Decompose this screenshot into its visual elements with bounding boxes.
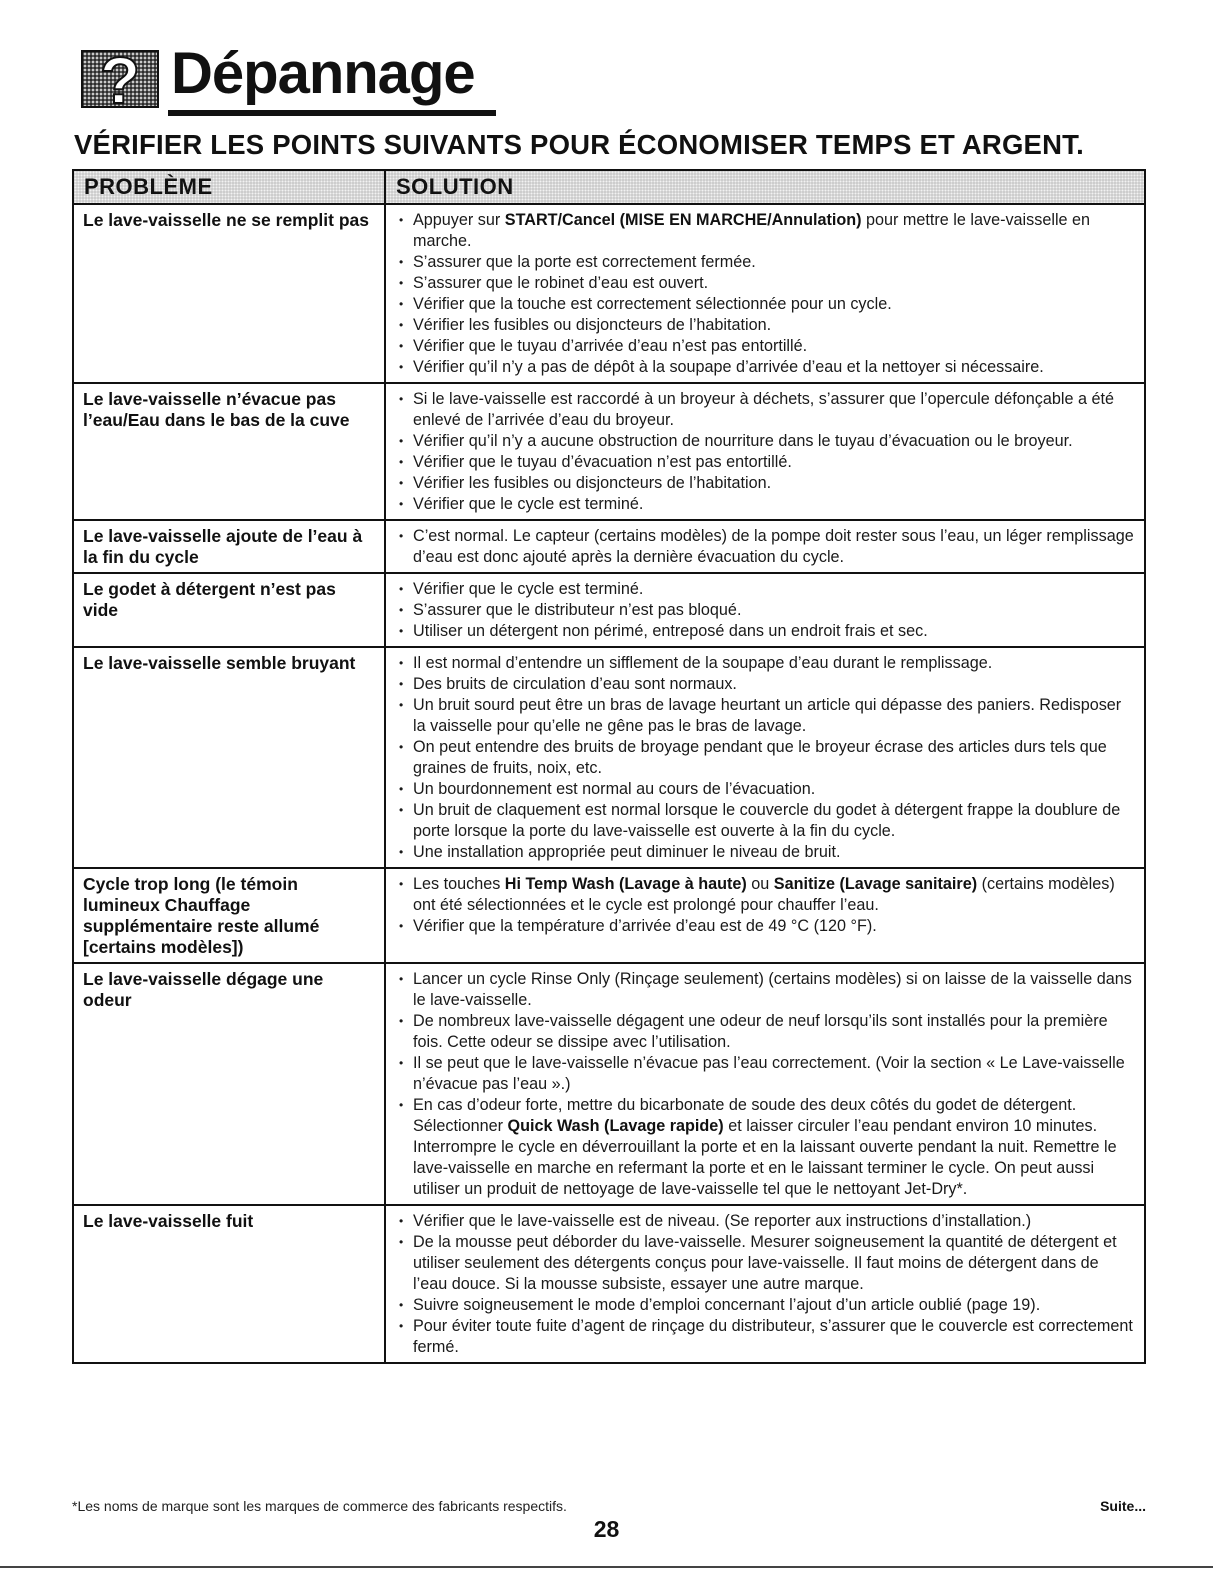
solution-text: ou <box>746 875 774 893</box>
solution-text: Vérifier les fusibles ou disjoncteurs de l’habitation. <box>413 474 772 492</box>
solution-text: Vérifier que le cycle est terminé. <box>413 580 644 598</box>
solution-text: De nombreux lave-vaisselle dégagent une odeur de neuf lorsqu’ils sont installés pour la première fois. Cette odeur se dissipe avec l’utilisation. <box>413 1012 1108 1051</box>
solution-emphasis: Hi Temp Wash (Lavage à haute) <box>504 875 747 893</box>
page-number: 28 <box>593 1516 620 1542</box>
solution-text: Vérifier que la température d’arrivée d’eau est de 49 °C (120 °F). <box>413 917 877 935</box>
table-row <box>73 573 1145 647</box>
solution-emphasis: START/Cancel (MISE EN MARCHE/Annulation) <box>504 211 862 229</box>
solution-cell <box>385 647 1145 868</box>
solution-text: De la mousse peut déborder du lave-vaisselle. Mesurer soigneusement la quantité de détergent et utiliser seulement des détergents conçus pour lave-vaisselle. Il faut moins de détergent dans de l’eau douce. Si la mousse subsiste, essayer une autre marque. <box>413 1233 1117 1293</box>
solution-item <box>397 336 1136 357</box>
continued-label: Suite... <box>1100 1498 1146 1514</box>
solution-item <box>397 916 1136 937</box>
solution-cell <box>385 963 1145 1205</box>
solution-text: Vérifier que le lave-vaisselle est de niveau. (Se reporter aux instructions d’installation.) <box>413 1212 1032 1230</box>
solution-text: Utiliser un détergent non périmé, entreposé dans un endroit frais et sec. <box>413 622 928 640</box>
solution-text: Appuyer sur <box>413 211 505 229</box>
problem-column-header: PROBLÈME <box>73 170 385 204</box>
solution-column-header: SOLUTION <box>385 170 1145 204</box>
solution-item <box>397 800 1136 842</box>
solution-item <box>397 1011 1136 1053</box>
solution-item <box>397 473 1136 494</box>
problem-cell: Le godet à détergent n’est pas vide <box>73 573 385 647</box>
table-body <box>73 204 1145 1363</box>
solution-item <box>397 779 1136 800</box>
solution-item <box>397 315 1136 336</box>
solution-cell <box>385 1205 1145 1363</box>
page-header <box>81 41 475 114</box>
bottom-rule <box>0 1566 1213 1568</box>
solution-item <box>397 737 1136 779</box>
solution-item <box>397 389 1136 431</box>
solution-item <box>397 252 1136 273</box>
solution-item <box>397 1211 1136 1232</box>
solution-item <box>397 294 1136 315</box>
solution-list <box>397 969 1136 1200</box>
problem-cell: Le lave-vaisselle ne se remplit pas <box>73 204 385 383</box>
solution-text: Les touches <box>413 875 505 893</box>
table-row <box>73 963 1145 1205</box>
solution-item <box>397 842 1136 863</box>
solution-cell <box>385 204 1145 383</box>
solution-text: En cas d’odeur forte, mettre du bicarbonate de soude des deux côtés du godet de détergent. Sélectionner <box>413 1096 1077 1135</box>
troubleshooting-table <box>72 169 1146 1364</box>
table-row <box>73 1205 1145 1363</box>
solution-item <box>397 621 1136 642</box>
solution-item <box>397 452 1136 473</box>
solution-item <box>397 273 1136 294</box>
solution-text: Vérifier que le cycle est terminé. <box>413 495 644 513</box>
solution-list <box>397 210 1136 378</box>
solution-item <box>397 874 1136 916</box>
solution-cell <box>385 383 1145 520</box>
table-header-row <box>73 170 1145 204</box>
solution-list <box>397 579 1136 642</box>
solution-list <box>397 874 1136 937</box>
solution-list <box>397 653 1136 863</box>
title-underline <box>168 110 496 116</box>
table-row <box>73 647 1145 868</box>
page-title: Dépannage <box>171 41 475 106</box>
problem-cell: Le lave-vaisselle ajoute de l’eau à la fin du cycle <box>73 520 385 573</box>
solution-cell <box>385 520 1145 573</box>
solution-text: Il est normal d’entendre un sifflement de la soupape d’eau durant le remplissage. <box>413 654 993 672</box>
solution-list <box>397 1211 1136 1358</box>
solution-item <box>397 494 1136 515</box>
solution-text: Un bourdonnement est normal au cours de l’évacuation. <box>413 780 816 798</box>
solution-text: pour mettre le lave-vaisselle en marche. <box>413 211 1091 250</box>
solution-text: S’assurer que le distributeur n’est pas bloqué. <box>413 601 742 619</box>
solution-item <box>397 600 1136 621</box>
solution-item <box>397 579 1136 600</box>
problem-cell: Cycle trop long (le témoin lumineux Chauffage supplémentaire reste allumé [certains modèles]) <box>73 868 385 963</box>
solution-text: Lancer un cycle Rinse Only (Rinçage seulement) (certains modèles) si on laisse de la vaisselle dans le lave-vaisselle. <box>413 970 1132 1009</box>
table-row <box>73 383 1145 520</box>
solution-item <box>397 1053 1136 1095</box>
solution-text: Une installation appropriée peut diminuer le niveau de bruit. <box>413 843 841 861</box>
solution-item <box>397 695 1136 737</box>
solution-text: Vérifier que le tuyau d’évacuation n’est pas entortillé. <box>413 453 792 471</box>
question-mark-icon: ? <box>81 50 159 108</box>
solution-item <box>397 969 1136 1011</box>
solution-text: Vérifier les fusibles ou disjoncteurs de l’habitation. <box>413 316 772 334</box>
solution-text: Il se peut que le lave-vaisselle n’évacue pas l’eau correctement. (Voir la section « Le Lave-vaisselle n’évacue pas l’eau ».) <box>413 1054 1125 1093</box>
footnote: *Les noms de marque sont les marques de commerce des fabricants respectifs. <box>72 1498 567 1514</box>
solution-item <box>397 1232 1136 1295</box>
solution-item <box>397 357 1136 378</box>
solution-cell <box>385 868 1145 963</box>
solution-item <box>397 431 1136 452</box>
solution-text: Un bruit sourd peut être un bras de lavage heurtant un article qui dépasse des paniers. Redisposer la vaisselle pour qu’elle ne gêne pas le bras de lavage. <box>413 696 1122 735</box>
page-subtitle: VÉRIFIER LES POINTS SUIVANTS POUR ÉCONOMISER TEMPS ET ARGENT. <box>74 129 1084 160</box>
solution-text: On peut entendre des bruits de broyage pendant que le broyeur écrase des articles durs tels que graines de fruits, noix, etc. <box>413 738 1107 777</box>
table-row <box>73 520 1145 573</box>
solution-text: Un bruit de claquement est normal lorsque le couvercle du godet à détergent frappe la doublure de porte lorsque la porte du lave-vaisselle est ouverte à la fin du cycle. <box>413 801 1121 840</box>
solution-text: Vérifier que le tuyau d’arrivée d’eau n’est pas entortillé. <box>413 337 808 355</box>
solution-item <box>397 1316 1136 1358</box>
solution-text: Vérifier que la touche est correctement sélectionnée pour un cycle. <box>413 295 892 313</box>
solution-list <box>397 389 1136 515</box>
solution-text: Vérifier qu’il n’y a pas de dépôt à la soupape d’arrivée d’eau et la nettoyer si nécessaire. <box>413 358 1044 376</box>
problem-cell: Le lave-vaisselle semble bruyant <box>73 647 385 868</box>
solution-cell <box>385 573 1145 647</box>
solution-text: Si le lave-vaisselle est raccordé à un broyeur à déchets, s’assurer que l’opercule défonçable a été enlevé de l’arrivée d’eau du broyeur. <box>413 390 1114 429</box>
solution-text: Suivre soigneusement le mode d’emploi concernant l’ajout d’un article oublié (page 19). <box>413 1296 1041 1314</box>
problem-cell: Le lave-vaisselle fuit <box>73 1205 385 1363</box>
solution-text: Des bruits de circulation d’eau sont normaux. <box>413 675 737 693</box>
solution-item <box>397 1095 1136 1200</box>
solution-emphasis: Quick Wash (Lavage rapide) <box>507 1117 724 1135</box>
problem-cell: Le lave-vaisselle n’évacue pas l’eau/Eau dans le bas de la cuve <box>73 383 385 520</box>
solution-list <box>397 526 1136 568</box>
solution-text: Pour éviter toute fuite d’agent de rinçage du distributeur, s’assurer que le couvercle est correctement fermé. <box>413 1317 1133 1356</box>
solution-text: S’assurer que la porte est correctement fermée. <box>413 253 756 271</box>
problem-cell: Le lave-vaisselle dégage une odeur <box>73 963 385 1205</box>
solution-text: et laisser circuler l’eau pendant environ 10 minutes. Interrompre le cycle en déverrouillant la porte et en la laissant ouverte pendant la nuit. Remettre le lave-vaisselle en marche en refermant la porte et en le laissant terminer le cycle. On peut aussi utiliser un produit de nettoyage de lave-vaisselle tel que le nettoyant Jet-Dry*. <box>413 1117 1117 1198</box>
solution-text: (certains modèles) ont été sélectionnées et le cycle est prolongé pour chauffer l’eau. <box>413 875 1115 914</box>
solution-item <box>397 210 1136 252</box>
table-row <box>73 204 1145 383</box>
solution-text: Vérifier qu’il n’y a aucune obstruction de nourriture dans le tuyau d’évacuation ou le broyeur. <box>413 432 1073 450</box>
solution-item <box>397 674 1136 695</box>
solution-item <box>397 526 1136 568</box>
solution-emphasis: Sanitize (Lavage sanitaire) <box>773 875 978 893</box>
solution-text: C’est normal. Le capteur (certains modèles) de la pompe doit rester sous l’eau, un léger remplissage d’eau est donc ajouté après la dernière évacuation du cycle. <box>413 527 1134 566</box>
table-row <box>73 868 1145 963</box>
solution-item <box>397 1295 1136 1316</box>
solution-text: S’assurer que le robinet d’eau est ouvert. <box>413 274 709 292</box>
solution-item <box>397 653 1136 674</box>
